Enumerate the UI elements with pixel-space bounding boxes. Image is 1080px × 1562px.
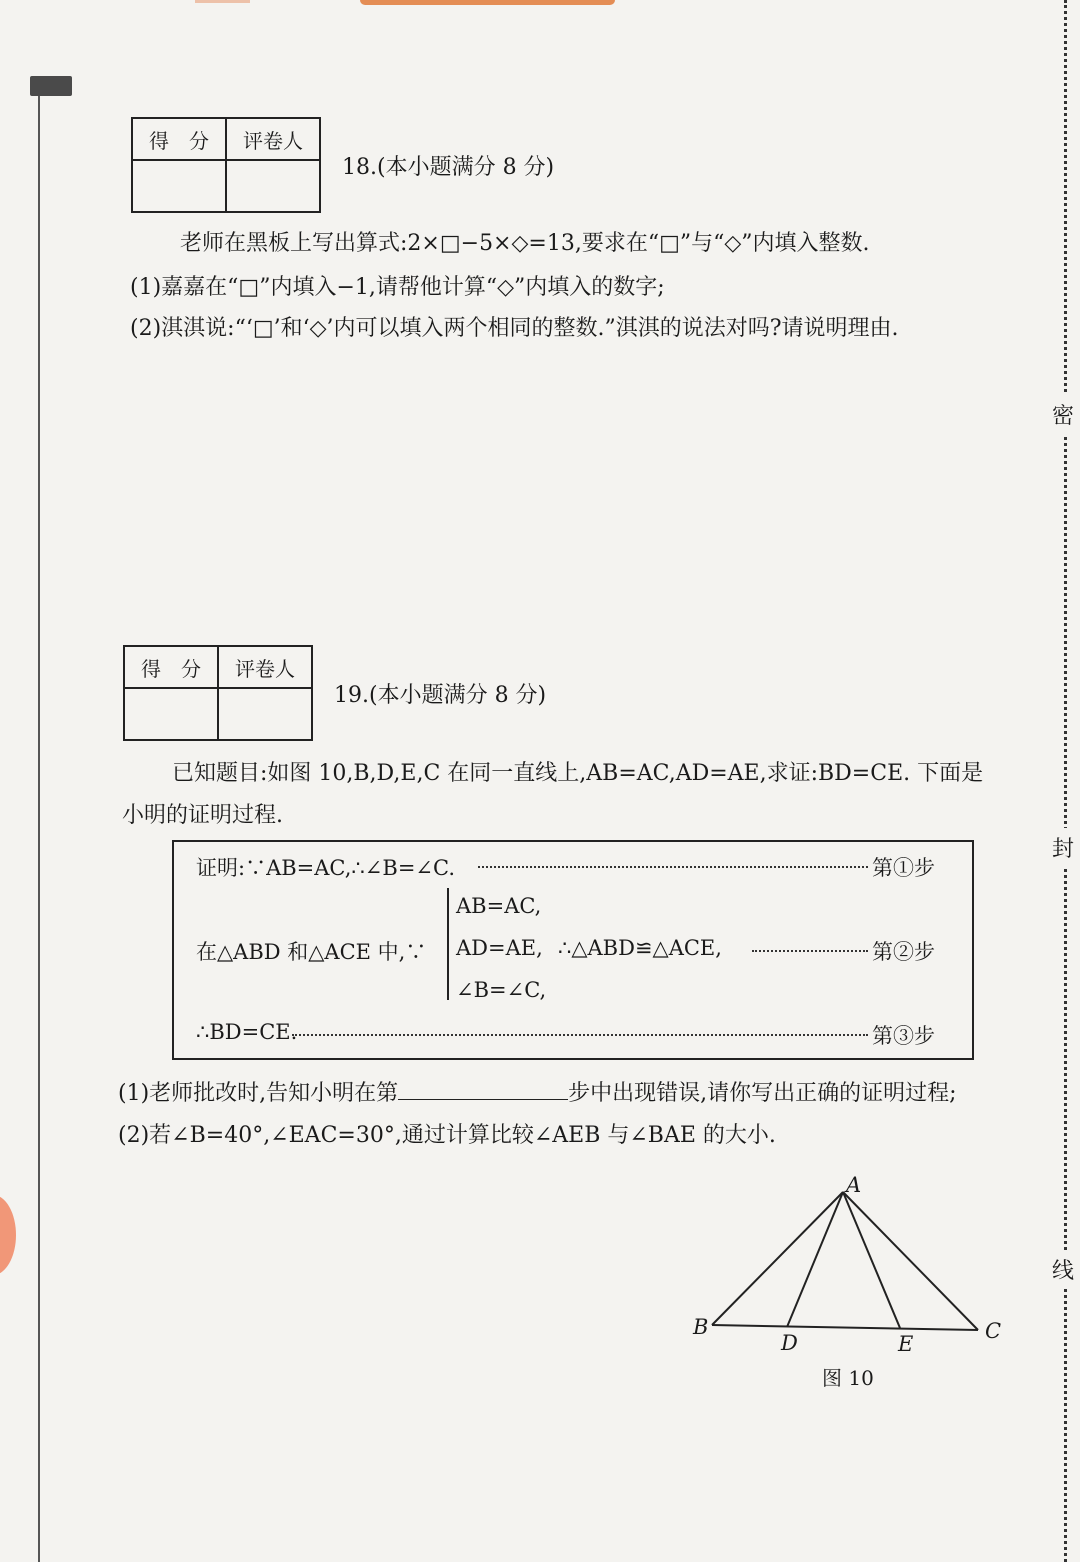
q18-intro: 老师在黑板上写出算式:2×□−5×◇=13,要求在“□”与“◇”内填入整数. — [180, 231, 870, 256]
score-label: 得 分 — [124, 646, 218, 688]
grader-cell[interactable] — [226, 160, 320, 212]
score-box-q18 — [131, 117, 321, 213]
seal-char-xian: 线 — [1050, 1250, 1076, 1289]
proof-step1: 证明:∵AB=AC,∴∠B=∠C. — [196, 856, 456, 880]
margin-line — [38, 96, 40, 1562]
proof-cond3: ∠B=∠C, — [456, 978, 547, 1002]
proof-step3-label: 第③步 — [872, 1024, 935, 1048]
segment-ac — [843, 1192, 978, 1330]
triangle-figure — [680, 1165, 1020, 1400]
grader-label: 评卷人 — [218, 646, 312, 688]
score-box-q19 — [123, 645, 313, 741]
q18-title: 18.(本小题满分 8 分) — [342, 155, 555, 180]
proof-step2-label: 第②步 — [872, 940, 935, 964]
segment-ab — [712, 1192, 843, 1325]
seal-char-feng: 封 — [1050, 828, 1076, 867]
seal-char-mi: 密 — [1050, 395, 1076, 434]
segment-ae — [843, 1192, 900, 1328]
proof-step3: ∴BD=CE. — [196, 1020, 298, 1044]
q18-part2: (2)淇淇说:“‘□’和‘◇’内可以填入两个相同的整数.”淇淇的说法对吗?请说明理由. — [130, 316, 899, 341]
score-label: 得 分 — [132, 118, 226, 160]
answer-blank[interactable] — [398, 1079, 568, 1100]
segment-ad — [787, 1192, 843, 1327]
grader-label: 评卷人 — [226, 118, 320, 160]
score-cell[interactable] — [132, 160, 226, 212]
proof-step2-result: ∴△ABD≌△ACE, — [558, 936, 722, 960]
label-c: C — [985, 1319, 1002, 1343]
page-marker — [30, 76, 72, 96]
q19-part1 — [118, 1076, 957, 1107]
finger-shadow — [0, 1195, 16, 1275]
scan-edge-mark — [195, 0, 250, 3]
label-d: D — [781, 1331, 798, 1355]
proof-cond1: AB=AC, — [456, 894, 542, 918]
label-a: A — [846, 1173, 862, 1197]
proof-cond2: AD=AE, — [456, 936, 543, 960]
condition-brace — [447, 888, 455, 1000]
figure-caption: 图 10 — [822, 1366, 874, 1390]
q19-title: 19.(本小题满分 8 分) — [334, 683, 547, 708]
q19-part1-before: (1)老师批改时,告知小明在第 — [118, 1081, 399, 1106]
proof-step1-label: 第①步 — [872, 856, 935, 880]
leader-dots — [752, 950, 868, 952]
label-e: E — [898, 1332, 914, 1356]
scan-edge-mark — [360, 0, 615, 5]
score-cell[interactable] — [124, 688, 218, 740]
q18-part1: (1)嘉嘉在“□”内填入−1,请帮他计算“◇”内填入的数字; — [130, 275, 665, 300]
leader-dots — [292, 1034, 868, 1036]
seal-dotted-line — [1064, 0, 1067, 1562]
q19-intro-line2: 小明的证明过程. — [122, 803, 283, 828]
q19-intro-line1: 已知题目:如图 10,B,D,E,C 在同一直线上,AB=AC,AD=AE,求证:BD=CE. 下面是 — [172, 761, 984, 786]
leader-dots — [478, 866, 868, 868]
grader-cell[interactable] — [218, 688, 312, 740]
segment-bc — [712, 1325, 978, 1330]
q19-part1-after: 步中出现错误,请你写出正确的证明过程; — [568, 1081, 957, 1106]
q19-part2: (2)若∠B=40°,∠EAC=30°,通过计算比较∠AEB 与∠BAE 的大小. — [118, 1123, 776, 1148]
label-b: B — [693, 1315, 709, 1339]
proof-step2-prefix: 在△ABD 和△ACE 中,∵ — [196, 940, 427, 964]
